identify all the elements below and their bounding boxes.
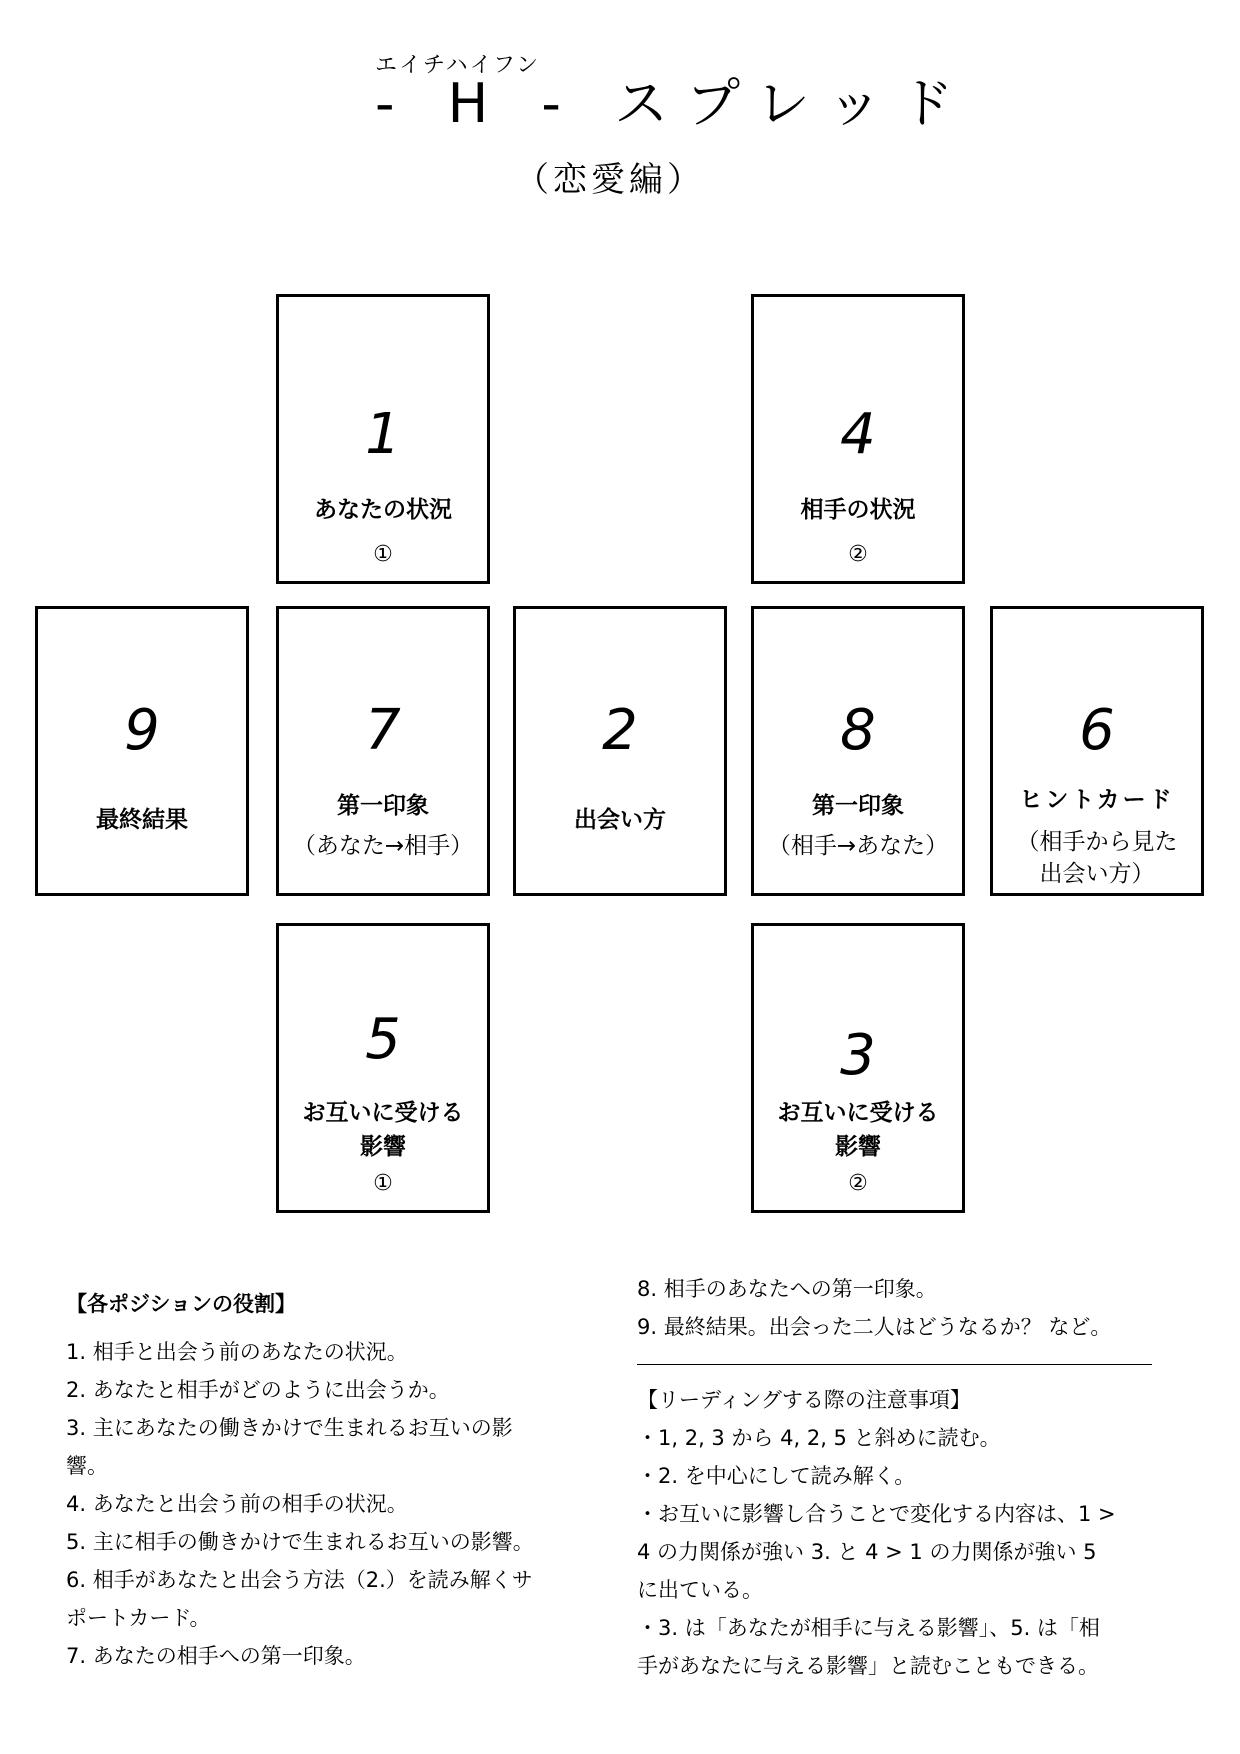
card-circle-number: ① [373,1171,393,1196]
card-label: ヒントカード [1019,787,1175,813]
roles-section [66,1285,626,1675]
page-subtitle: （恋愛編） [515,160,705,200]
card-5 [276,923,490,1213]
divider [637,1364,1152,1365]
card-1 [276,294,490,584]
card-circle-number: ① [373,542,393,567]
card-label: 最終結果 [96,807,188,833]
card-sublabel: 影響 [360,1134,406,1160]
notes-line: 手があなたに与える影響」と読むこともできる。 [637,1654,1099,1678]
card-sublabel-2: 出会い方） [1039,861,1155,887]
card-circle-number: ② [848,1171,868,1196]
notes-heading: 【リーディングする際の注意事項】 [637,1388,971,1412]
roles-line: 7. あなたの相手への第一印象。 [66,1644,366,1668]
card-label: お互いに受ける [777,1100,939,1126]
card-number: 8 [840,698,876,763]
roles-line: ポートカード。 [66,1606,211,1630]
card-sublabel: 影響 [835,1134,881,1160]
notes-line: 4 の力関係が強い 3. と 4 > 1 の力関係が強い 5 [637,1540,1097,1564]
card-number: 1 [365,402,401,467]
card-number: 4 [840,402,876,467]
notes-section [637,1270,1197,1685]
title-ruby: エイチハイフン [375,53,541,78]
card-number: 2 [602,698,638,763]
notes-line: に出ている。 [637,1578,763,1602]
card-2 [513,606,727,896]
roles-line: 6. 相手があなたと出会う方法（2.）を読み解くサ [66,1568,533,1592]
card-4 [751,294,965,584]
card-sublabel: （相手から見た [1016,829,1178,855]
roles-line: 5. 主に相手の働きかけで生まれるお互いの影響。 [66,1530,534,1554]
card-label: あなたの状況 [314,497,452,523]
card-sublabel: （相手→あなた） [767,833,949,859]
roles-heading: 【各ポジションの役割】 [66,1292,297,1316]
card-number: 3 [840,1023,876,1088]
page-title: - H - スプレッド [375,72,972,135]
card-8 [751,606,965,896]
card-sublabel: （あなた→相手） [292,833,474,859]
card-label: お互いに受ける [302,1100,464,1126]
card-label: 相手の状況 [800,497,916,523]
card-number: 9 [124,698,160,763]
card-number: 6 [1079,698,1115,763]
roles-line: 2. あなたと相手がどのように出会うか。 [66,1378,450,1402]
card-circle-number: ② [848,542,868,567]
card-6 [990,606,1204,896]
roles-line: 3. 主にあなたの働きかけで生まれるお互いの影 [66,1416,513,1440]
roles-line: 9. 最終結果。出会った二人はどうなるか？ など。 [637,1315,1112,1339]
notes-line: ・お互いに影響し合うことで変化する内容は、1 > [637,1502,1116,1526]
card-9 [35,606,249,896]
roles-line: 8. 相手のあなたへの第一印象。 [637,1277,937,1301]
card-3 [751,923,965,1213]
notes-line: ・2. を中心にして読み解く。 [637,1464,916,1488]
card-number: 5 [365,1007,401,1072]
card-label: 第一印象 [337,793,429,819]
card-label: 出会い方 [574,807,666,833]
roles-line: 1. 相手と出会う前のあなたの状況。 [66,1340,408,1364]
roles-line: 響。 [66,1454,108,1478]
notes-line: ・1, 2, 3 から 4, 2, 5 と斜めに読む。 [637,1426,1001,1450]
roles-line: 4. あなたと出会う前の相手の状況。 [66,1492,408,1516]
card-number: 7 [365,698,401,763]
card-7 [276,606,490,896]
card-label: 第一印象 [812,793,904,819]
notes-line: ・3. は「あなたが相手に与える影響」、5. は「相 [637,1616,1100,1640]
